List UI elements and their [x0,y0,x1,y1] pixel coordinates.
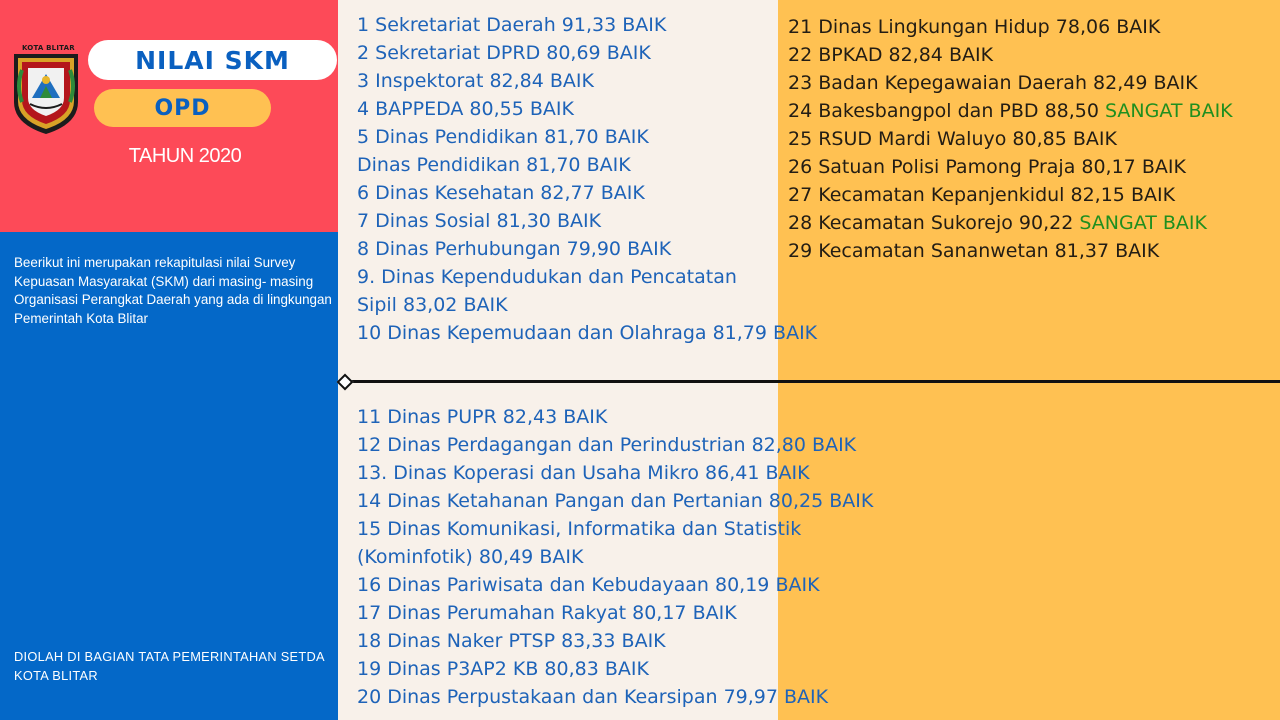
opd-name-score: Dinas Pendidikan 81,70 [357,154,581,176]
list-item [788,69,1233,97]
opd-name-score: 9. Dinas Kependudukan dan Pencatatan [357,266,737,288]
grade-label: BAIK [765,462,810,484]
grade-label: BAIK [692,602,737,624]
list-item [357,235,817,263]
opd-name-score: 13. Dinas Koperasi dan Usaha Mikro 86,41 [357,462,760,484]
grade-label: SANGAT BAIK [1105,100,1233,122]
grade-label: BAIK [773,322,818,344]
page-title: NILAI SKM [135,45,290,75]
opd-name-score: 10 Dinas Kepemudaan dan Olahraga 81,79 [357,322,767,344]
grade-label: BAIK [563,406,608,428]
grade-label: SANGAT BAIK [1079,212,1207,234]
subtitle-pill [94,89,271,127]
list-item [357,543,873,571]
opd-name-score: 15 Dinas Komunikasi, Informatika dan Statistik [357,518,802,540]
list-item [357,319,817,347]
opd-name-score: 16 Dinas Pariwisata dan Kebudayaan 80,19 [357,574,770,596]
grade-label: BAIK [627,238,672,260]
opd-name-score: 2 Sekretariat DPRD 80,69 [357,42,601,64]
list-item [357,627,873,655]
opd-name-score: 1 Sekretariat Daerah 91,33 [357,14,617,36]
list-item [357,515,873,543]
kota-blitar-crest-icon [10,40,82,136]
list-item [357,571,873,599]
list-item [357,207,817,235]
opd-list-right [788,13,1233,265]
opd-name-score: 11 Dinas PUPR 82,43 [357,406,558,428]
grade-label: BAIK [622,14,667,36]
grade-label: BAIK [1116,16,1161,38]
opd-name-score: 6 Dinas Kesehatan 82,77 [357,182,595,204]
opd-name-score: 25 RSUD Mardi Waluyo 80,85 [788,128,1067,150]
opd-name-score: 4 BAPPEDA 80,55 [357,98,524,120]
grade-label: BAIK [775,574,820,596]
opd-list-top [357,11,817,347]
section-divider [345,380,1280,383]
grade-label: BAIK [829,490,874,512]
opd-name-score: 22 BPKAD 82,84 [788,44,943,66]
grade-label: BAIK [1115,240,1160,262]
opd-name-score: 20 Dinas Perpustakaan dan Kearsipan 79,97 [357,686,778,708]
grade-label: BAIK [556,210,602,232]
grade-label: BAIK [621,630,666,652]
list-item [357,487,873,515]
opd-name-score: 18 Dinas Naker PTSP 83,33 [357,630,616,652]
grade-label: BAIK [539,546,584,568]
logo-caption: KOTA BLITAR [22,44,75,52]
list-item [357,179,817,207]
grade-label: BAIK [948,44,994,66]
list-item [788,181,1233,209]
list-item [357,683,873,711]
grade-label: BAIK [586,154,631,176]
list-item [357,95,817,123]
grade-label: BAIK [463,294,508,316]
grade-label: BAIK [1072,128,1117,150]
list-item [788,209,1233,237]
list-item [357,655,873,683]
opd-name-score: 8 Dinas Perhubungan 79,90 [357,238,622,260]
list-item [357,459,873,487]
list-item [357,123,817,151]
opd-name-score: 12 Dinas Perdagangan dan Perindustrian 82,80 [357,434,806,456]
list-item [357,263,817,291]
opd-name-score: 3 Inspektorat 82,84 [357,70,544,92]
sidebar-description: Beerikut ini merupakan rekapitulasi nilai Survey Kepuasan Masyarakat (SKM) dari masing- masing Organisasi Perangkat Daerah yang ada di lingkungan Pemerintah Kota Blitar [14,255,332,326]
grade-label: BAIK [606,42,651,64]
list-item [788,125,1233,153]
opd-name-score: 19 Dinas P3AP2 KB 80,83 [357,658,599,680]
opd-name-score: (Kominfotik) 80,49 [357,546,534,568]
opd-list-bottom [357,403,873,711]
list-item [357,151,817,179]
opd-name-score: 14 Dinas Ketahanan Pangan dan Pertanian 80,25 [357,490,824,512]
list-item [357,11,817,39]
grade-label: BAIK [1141,156,1186,178]
grade-label: BAIK [600,182,645,204]
title-pill [88,40,337,80]
list-item [788,41,1233,69]
opd-name-score: 17 Dinas Perumahan Rakyat 80,17 [357,602,687,624]
grade-label: BAIK [812,434,857,456]
list-item [357,39,817,67]
opd-name-score: 29 Kecamatan Sananwetan 81,37 [788,240,1110,262]
grade-label: BAIK [1130,184,1176,206]
opd-name-score: 5 Dinas Pendidikan 81,70 [357,126,599,148]
grade-label: BAIK [784,686,829,708]
list-item [788,237,1233,265]
opd-name-score: Sipil 83,02 [357,294,458,316]
grade-label: BAIK [549,70,594,92]
opd-name-score: 26 Satuan Polisi Pamong Praja 80,17 [788,156,1136,178]
opd-name-score: 21 Dinas Lingkungan Hidup 78,06 [788,16,1111,38]
list-item [788,97,1233,125]
list-item [357,291,817,319]
list-item [788,153,1233,181]
grade-label: BAIK [604,658,649,680]
opd-name-score: 23 Badan Kepegawaian Daerah 82,49 [788,72,1148,94]
sidebar-footer-note: DIOLAH DI BAGIAN TATA PEMERINTAHAN SETDA KOTA BLITAR [14,649,325,683]
list-item [357,403,873,431]
grade-label: BAIK [604,126,649,148]
list-item [357,431,873,459]
grade-label: BAIK [529,98,574,120]
opd-name-score: 24 Bakesbangpol dan PBD 88,50 [788,100,1099,122]
page-subtitle: OPD [154,95,211,121]
grade-label: BAIK [1153,72,1198,94]
opd-name-score: 28 Kecamatan Sukorejo 90,22 [788,212,1074,234]
opd-name-score: 7 Dinas Sosial 81,30 [357,210,551,232]
list-item [357,599,873,627]
year-label: TAHUN 2020 [128,145,242,167]
list-item [788,13,1233,41]
opd-name-score: 27 Kecamatan Kepanjenkidul 82,15 [788,184,1125,206]
list-item [357,67,817,95]
